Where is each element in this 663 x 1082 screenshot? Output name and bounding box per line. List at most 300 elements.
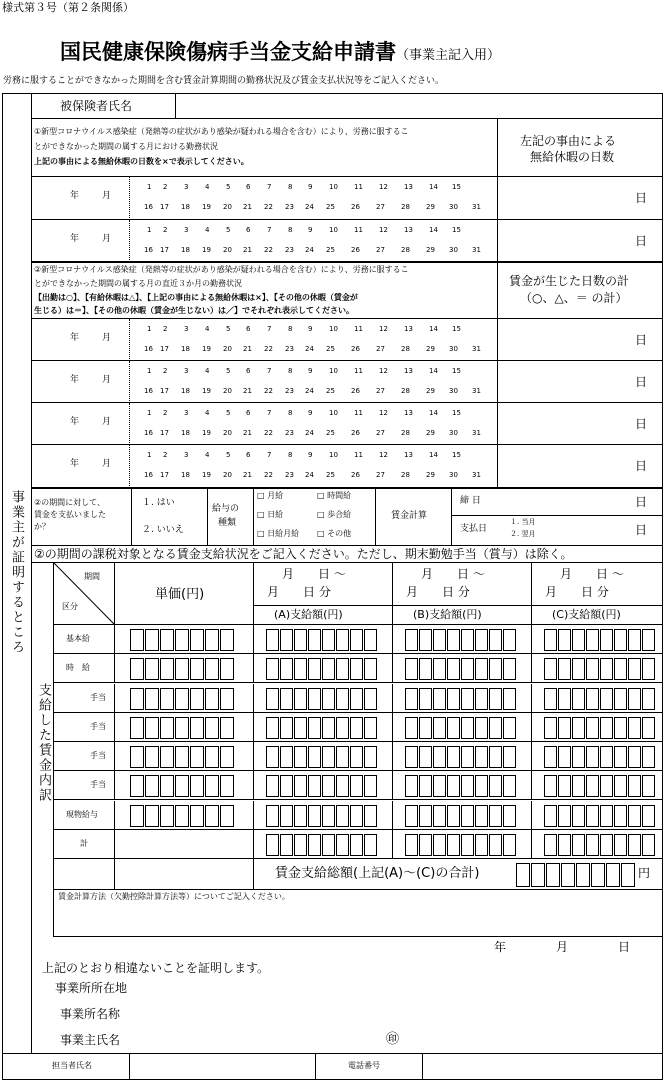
- day-number[interactable]: 6: [246, 183, 251, 191]
- day-number[interactable]: 11: [354, 451, 363, 459]
- digit-box[interactable]: [600, 658, 613, 680]
- day-number[interactable]: 6: [246, 325, 251, 333]
- digit-box[interactable]: [572, 629, 585, 651]
- digit-box[interactable]: [419, 805, 432, 827]
- day-number[interactable]: 30: [449, 203, 458, 211]
- digit-box[interactable]: [544, 775, 557, 797]
- digit-box[interactable]: [308, 629, 321, 651]
- insured-name-field[interactable]: [177, 94, 662, 118]
- digit-box[interactable]: [558, 658, 571, 680]
- day-number[interactable]: 29: [426, 246, 435, 254]
- digit-box[interactable]: [294, 688, 307, 710]
- digit-box[interactable]: [220, 805, 234, 827]
- day-number[interactable]: 21: [243, 471, 252, 479]
- digit-box[interactable]: [461, 688, 474, 710]
- day-number[interactable]: 21: [243, 345, 252, 353]
- digit-box[interactable]: [586, 834, 599, 856]
- digit-box[interactable]: [447, 688, 460, 710]
- day-number[interactable]: 2: [163, 367, 168, 375]
- digit-box[interactable]: [308, 834, 321, 856]
- digit-box[interactable]: [419, 658, 432, 680]
- day-number[interactable]: 23: [285, 246, 294, 254]
- day-number[interactable]: 4: [205, 183, 210, 191]
- digit-box[interactable]: [294, 775, 307, 797]
- digit-box[interactable]: [160, 805, 174, 827]
- day-number[interactable]: 23: [285, 429, 294, 437]
- digit-box[interactable]: [461, 717, 474, 739]
- digit-box[interactable]: [266, 805, 279, 827]
- digit-box[interactable]: [294, 834, 307, 856]
- digit-box[interactable]: [350, 717, 363, 739]
- day-number[interactable]: 25: [326, 429, 335, 437]
- day-number[interactable]: 12: [379, 325, 388, 333]
- digit-box[interactable]: [205, 746, 219, 768]
- digit-box[interactable]: [558, 805, 571, 827]
- digit-box[interactable]: [447, 717, 460, 739]
- day-number[interactable]: 29: [426, 471, 435, 479]
- digit-box[interactable]: [280, 746, 293, 768]
- digit-box[interactable]: [175, 746, 189, 768]
- digit-box[interactable]: [614, 658, 627, 680]
- day-number[interactable]: 7: [267, 409, 272, 417]
- digit-box[interactable]: [160, 688, 174, 710]
- digit-box[interactable]: [364, 629, 377, 651]
- digit-box[interactable]: [308, 746, 321, 768]
- day-number[interactable]: 13: [404, 183, 413, 191]
- digit-box[interactable]: [544, 688, 557, 710]
- day-number[interactable]: 15: [452, 367, 461, 375]
- day-number[interactable]: 8: [288, 409, 293, 417]
- digit-box[interactable]: [308, 688, 321, 710]
- digit-box[interactable]: [405, 717, 418, 739]
- digit-box[interactable]: [586, 775, 599, 797]
- day-number[interactable]: 9: [308, 183, 313, 191]
- digit-box[interactable]: [433, 834, 446, 856]
- day-number[interactable]: 13: [404, 367, 413, 375]
- day-number[interactable]: 18: [181, 345, 190, 353]
- digit-box[interactable]: [503, 688, 516, 710]
- digit-box[interactable]: [475, 834, 488, 856]
- digit-box[interactable]: [220, 629, 234, 651]
- day-number[interactable]: 19: [202, 345, 211, 353]
- digit-box[interactable]: [322, 688, 335, 710]
- digit-box[interactable]: [364, 717, 377, 739]
- digit-box[interactable]: [489, 834, 502, 856]
- digit-box[interactable]: [266, 658, 279, 680]
- digit-box[interactable]: [364, 688, 377, 710]
- day-number[interactable]: 16: [144, 203, 153, 211]
- day-number[interactable]: 23: [285, 471, 294, 479]
- digit-box[interactable]: [322, 658, 335, 680]
- digit-box[interactable]: [628, 775, 641, 797]
- digit-box[interactable]: [544, 629, 557, 651]
- day-number[interactable]: 9: [308, 451, 313, 459]
- digit-box[interactable]: [190, 805, 204, 827]
- day-number[interactable]: 28: [401, 203, 410, 211]
- digit-box[interactable]: [322, 805, 335, 827]
- salary-daily-monthly-checkbox[interactable]: □ 日給月給: [257, 529, 300, 538]
- day-number[interactable]: 13: [404, 409, 413, 417]
- digit-box[interactable]: [405, 775, 418, 797]
- day-number[interactable]: 17: [160, 387, 169, 395]
- digit-box[interactable]: [280, 717, 293, 739]
- day-number[interactable]: 17: [160, 345, 169, 353]
- digit-box[interactable]: [322, 834, 335, 856]
- day-number[interactable]: 7: [267, 367, 272, 375]
- digit-box[interactable]: [642, 658, 655, 680]
- day-number[interactable]: 21: [243, 203, 252, 211]
- salary-monthly-checkbox[interactable]: □ 月給: [257, 491, 284, 500]
- digit-box[interactable]: [628, 834, 641, 856]
- digit-box[interactable]: [205, 629, 219, 651]
- digit-box[interactable]: [220, 746, 234, 768]
- day-number[interactable]: 8: [288, 367, 293, 375]
- digit-box[interactable]: [130, 688, 144, 710]
- digit-box[interactable]: [572, 775, 585, 797]
- digit-box[interactable]: [503, 717, 516, 739]
- day-number[interactable]: 5: [226, 183, 231, 191]
- day-number[interactable]: 12: [379, 226, 388, 234]
- total-digit-box[interactable]: [531, 863, 545, 887]
- day-number[interactable]: 11: [354, 325, 363, 333]
- digit-box[interactable]: [175, 688, 189, 710]
- day-number[interactable]: 15: [452, 325, 461, 333]
- day-number[interactable]: 10: [329, 183, 338, 191]
- day-number[interactable]: 5: [226, 367, 231, 375]
- digit-box[interactable]: [280, 805, 293, 827]
- digit-box[interactable]: [489, 658, 502, 680]
- day-number[interactable]: 18: [181, 471, 190, 479]
- digit-box[interactable]: [600, 775, 613, 797]
- digit-box[interactable]: [572, 658, 585, 680]
- digit-box[interactable]: [364, 775, 377, 797]
- day-number[interactable]: 2: [163, 183, 168, 191]
- day-number[interactable]: 31: [472, 387, 481, 395]
- digit-box[interactable]: [489, 688, 502, 710]
- digit-box[interactable]: [175, 805, 189, 827]
- day-number[interactable]: 4: [205, 325, 210, 333]
- digit-box[interactable]: [475, 775, 488, 797]
- digit-box[interactable]: [447, 805, 460, 827]
- day-number[interactable]: 14: [429, 183, 438, 191]
- digit-box[interactable]: [475, 805, 488, 827]
- option-yes[interactable]: １. はい: [142, 498, 175, 508]
- day-number[interactable]: 6: [246, 367, 251, 375]
- digit-box[interactable]: [350, 688, 363, 710]
- digit-box[interactable]: [586, 717, 599, 739]
- digit-box[interactable]: [350, 775, 363, 797]
- digit-box[interactable]: [544, 834, 557, 856]
- digit-box[interactable]: [364, 805, 377, 827]
- day-number[interactable]: 25: [326, 203, 335, 211]
- day-number[interactable]: 24: [305, 246, 314, 254]
- digit-box[interactable]: [489, 775, 502, 797]
- digit-box[interactable]: [419, 746, 432, 768]
- digit-box[interactable]: [294, 717, 307, 739]
- day-number[interactable]: 14: [429, 367, 438, 375]
- day-number[interactable]: 3: [184, 451, 189, 459]
- day-number[interactable]: 11: [354, 409, 363, 417]
- digit-box[interactable]: [503, 775, 516, 797]
- digit-box[interactable]: [586, 629, 599, 651]
- day-number[interactable]: 20: [223, 345, 232, 353]
- digit-box[interactable]: [572, 688, 585, 710]
- digit-box[interactable]: [544, 805, 557, 827]
- digit-box[interactable]: [266, 834, 279, 856]
- digit-box[interactable]: [572, 746, 585, 768]
- digit-box[interactable]: [600, 805, 613, 827]
- digit-box[interactable]: [461, 834, 474, 856]
- digit-box[interactable]: [447, 658, 460, 680]
- digit-box[interactable]: [405, 688, 418, 710]
- day-number[interactable]: 29: [426, 345, 435, 353]
- digit-box[interactable]: [419, 834, 432, 856]
- digit-box[interactable]: [433, 746, 446, 768]
- day-number[interactable]: 3: [184, 183, 189, 191]
- day-number[interactable]: 13: [404, 451, 413, 459]
- day-number[interactable]: 17: [160, 246, 169, 254]
- day-number[interactable]: 18: [181, 246, 190, 254]
- day-number[interactable]: 3: [184, 409, 189, 417]
- day-number[interactable]: 10: [329, 367, 338, 375]
- total-digit-box[interactable]: [591, 863, 605, 887]
- digit-box[interactable]: [558, 629, 571, 651]
- day-number[interactable]: 31: [472, 429, 481, 437]
- digit-box[interactable]: [642, 834, 655, 856]
- digit-box[interactable]: [447, 629, 460, 651]
- digit-box[interactable]: [544, 746, 557, 768]
- digit-box[interactable]: [628, 746, 641, 768]
- day-number[interactable]: 10: [329, 325, 338, 333]
- digit-box[interactable]: [145, 629, 159, 651]
- digit-box[interactable]: [572, 805, 585, 827]
- day-number[interactable]: 29: [426, 429, 435, 437]
- total-digit-box[interactable]: [621, 863, 635, 887]
- digit-box[interactable]: [190, 629, 204, 651]
- day-number[interactable]: 8: [288, 325, 293, 333]
- digit-box[interactable]: [350, 746, 363, 768]
- digit-box[interactable]: [350, 805, 363, 827]
- day-number[interactable]: 12: [379, 451, 388, 459]
- digit-box[interactable]: [160, 775, 174, 797]
- digit-box[interactable]: [205, 775, 219, 797]
- digit-box[interactable]: [160, 717, 174, 739]
- digit-box[interactable]: [614, 805, 627, 827]
- day-number[interactable]: 3: [184, 325, 189, 333]
- digit-box[interactable]: [419, 717, 432, 739]
- digit-box[interactable]: [628, 717, 641, 739]
- digit-box[interactable]: [175, 717, 189, 739]
- digit-box[interactable]: [160, 629, 174, 651]
- digit-box[interactable]: [145, 775, 159, 797]
- salary-commission-checkbox[interactable]: □ 歩合給: [317, 510, 352, 519]
- day-number[interactable]: 28: [401, 345, 410, 353]
- digit-box[interactable]: [336, 834, 349, 856]
- digit-box[interactable]: [175, 629, 189, 651]
- day-number[interactable]: 31: [472, 203, 481, 211]
- day-number[interactable]: 25: [326, 246, 335, 254]
- digit-box[interactable]: [266, 717, 279, 739]
- digit-box[interactable]: [280, 629, 293, 651]
- digit-box[interactable]: [160, 746, 174, 768]
- digit-box[interactable]: [405, 834, 418, 856]
- day-number[interactable]: 19: [202, 203, 211, 211]
- day-number[interactable]: 20: [223, 246, 232, 254]
- day-number[interactable]: 23: [285, 345, 294, 353]
- digit-box[interactable]: [558, 717, 571, 739]
- day-number[interactable]: 3: [184, 367, 189, 375]
- day-number[interactable]: 11: [354, 183, 363, 191]
- day-number[interactable]: 27: [376, 387, 385, 395]
- day-number[interactable]: 16: [144, 387, 153, 395]
- digit-box[interactable]: [336, 717, 349, 739]
- day-number[interactable]: 26: [351, 345, 360, 353]
- day-number[interactable]: 22: [264, 387, 273, 395]
- digit-box[interactable]: [336, 688, 349, 710]
- day-number[interactable]: 18: [181, 429, 190, 437]
- digit-box[interactable]: [433, 717, 446, 739]
- digit-box[interactable]: [220, 658, 234, 680]
- phone-field[interactable]: [424, 1054, 662, 1079]
- digit-box[interactable]: [558, 688, 571, 710]
- day-number[interactable]: 6: [246, 409, 251, 417]
- day-number[interactable]: 1: [147, 325, 152, 333]
- digit-box[interactable]: [433, 805, 446, 827]
- digit-box[interactable]: [190, 775, 204, 797]
- day-number[interactable]: 28: [401, 429, 410, 437]
- digit-box[interactable]: [544, 658, 557, 680]
- day-number[interactable]: 22: [264, 471, 273, 479]
- digit-box[interactable]: [419, 688, 432, 710]
- digit-box[interactable]: [489, 746, 502, 768]
- day-number[interactable]: 19: [202, 246, 211, 254]
- digit-box[interactable]: [419, 629, 432, 651]
- digit-box[interactable]: [350, 834, 363, 856]
- digit-box[interactable]: [205, 658, 219, 680]
- digit-box[interactable]: [475, 658, 488, 680]
- day-number[interactable]: 5: [226, 451, 231, 459]
- digit-box[interactable]: [572, 717, 585, 739]
- digit-box[interactable]: [280, 834, 293, 856]
- digit-box[interactable]: [266, 775, 279, 797]
- digit-box[interactable]: [586, 658, 599, 680]
- day-number[interactable]: 11: [354, 367, 363, 375]
- day-number[interactable]: 4: [205, 367, 210, 375]
- salary-other-checkbox[interactable]: □ その他: [317, 529, 352, 538]
- digit-box[interactable]: [628, 805, 641, 827]
- payday-opt-2[interactable]: ２. 翌月: [510, 530, 536, 538]
- day-number[interactable]: 30: [449, 429, 458, 437]
- day-number[interactable]: 20: [223, 203, 232, 211]
- digit-box[interactable]: [586, 805, 599, 827]
- day-number[interactable]: 13: [404, 226, 413, 234]
- day-number[interactable]: 12: [379, 183, 388, 191]
- day-number[interactable]: 31: [472, 471, 481, 479]
- digit-box[interactable]: [475, 717, 488, 739]
- digit-box[interactable]: [130, 805, 144, 827]
- digit-box[interactable]: [447, 746, 460, 768]
- digit-box[interactable]: [475, 629, 488, 651]
- day-number[interactable]: 18: [181, 203, 190, 211]
- digit-box[interactable]: [447, 834, 460, 856]
- digit-box[interactable]: [642, 717, 655, 739]
- digit-box[interactable]: [308, 805, 321, 827]
- day-number[interactable]: 27: [376, 203, 385, 211]
- day-number[interactable]: 16: [144, 345, 153, 353]
- digit-box[interactable]: [364, 658, 377, 680]
- digit-box[interactable]: [336, 775, 349, 797]
- day-number[interactable]: 1: [147, 367, 152, 375]
- day-number[interactable]: 1: [147, 451, 152, 459]
- digit-box[interactable]: [475, 746, 488, 768]
- digit-box[interactable]: [190, 746, 204, 768]
- digit-box[interactable]: [600, 688, 613, 710]
- digit-box[interactable]: [130, 775, 144, 797]
- payday-opt-1[interactable]: １. 当月: [510, 518, 536, 526]
- day-number[interactable]: 15: [452, 451, 461, 459]
- day-number[interactable]: 25: [326, 471, 335, 479]
- digit-box[interactable]: [280, 775, 293, 797]
- day-number[interactable]: 22: [264, 345, 273, 353]
- day-number[interactable]: 28: [401, 471, 410, 479]
- day-number[interactable]: 23: [285, 203, 294, 211]
- digit-box[interactable]: [419, 775, 432, 797]
- day-number[interactable]: 5: [226, 409, 231, 417]
- day-number[interactable]: 24: [305, 429, 314, 437]
- digit-box[interactable]: [614, 688, 627, 710]
- digit-box[interactable]: [503, 834, 516, 856]
- digit-box[interactable]: [405, 805, 418, 827]
- digit-box[interactable]: [572, 834, 585, 856]
- digit-box[interactable]: [205, 688, 219, 710]
- option-no[interactable]: ２. いいえ: [142, 525, 184, 535]
- day-number[interactable]: 28: [401, 246, 410, 254]
- day-number[interactable]: 7: [267, 226, 272, 234]
- day-number[interactable]: 16: [144, 471, 153, 479]
- digit-box[interactable]: [130, 629, 144, 651]
- day-number[interactable]: 19: [202, 429, 211, 437]
- digit-box[interactable]: [405, 658, 418, 680]
- day-number[interactable]: 22: [264, 429, 273, 437]
- digit-box[interactable]: [405, 746, 418, 768]
- digit-box[interactable]: [405, 629, 418, 651]
- day-number[interactable]: 3: [184, 226, 189, 234]
- digit-box[interactable]: [433, 629, 446, 651]
- digit-box[interactable]: [461, 658, 474, 680]
- digit-box[interactable]: [266, 629, 279, 651]
- day-number[interactable]: 25: [326, 345, 335, 353]
- day-number[interactable]: 19: [202, 387, 211, 395]
- digit-box[interactable]: [364, 746, 377, 768]
- day-number[interactable]: 12: [379, 409, 388, 417]
- day-number[interactable]: 31: [472, 246, 481, 254]
- day-number[interactable]: 16: [144, 429, 153, 437]
- day-number[interactable]: 30: [449, 387, 458, 395]
- digit-box[interactable]: [600, 746, 613, 768]
- day-number[interactable]: 26: [351, 429, 360, 437]
- digit-box[interactable]: [642, 629, 655, 651]
- day-number[interactable]: 23: [285, 387, 294, 395]
- day-number[interactable]: 24: [305, 387, 314, 395]
- day-number[interactable]: 2: [163, 226, 168, 234]
- digit-box[interactable]: [294, 746, 307, 768]
- day-number[interactable]: 1: [147, 226, 152, 234]
- digit-box[interactable]: [433, 775, 446, 797]
- day-number[interactable]: 30: [449, 471, 458, 479]
- digit-box[interactable]: [489, 629, 502, 651]
- digit-box[interactable]: [322, 746, 335, 768]
- digit-box[interactable]: [350, 629, 363, 651]
